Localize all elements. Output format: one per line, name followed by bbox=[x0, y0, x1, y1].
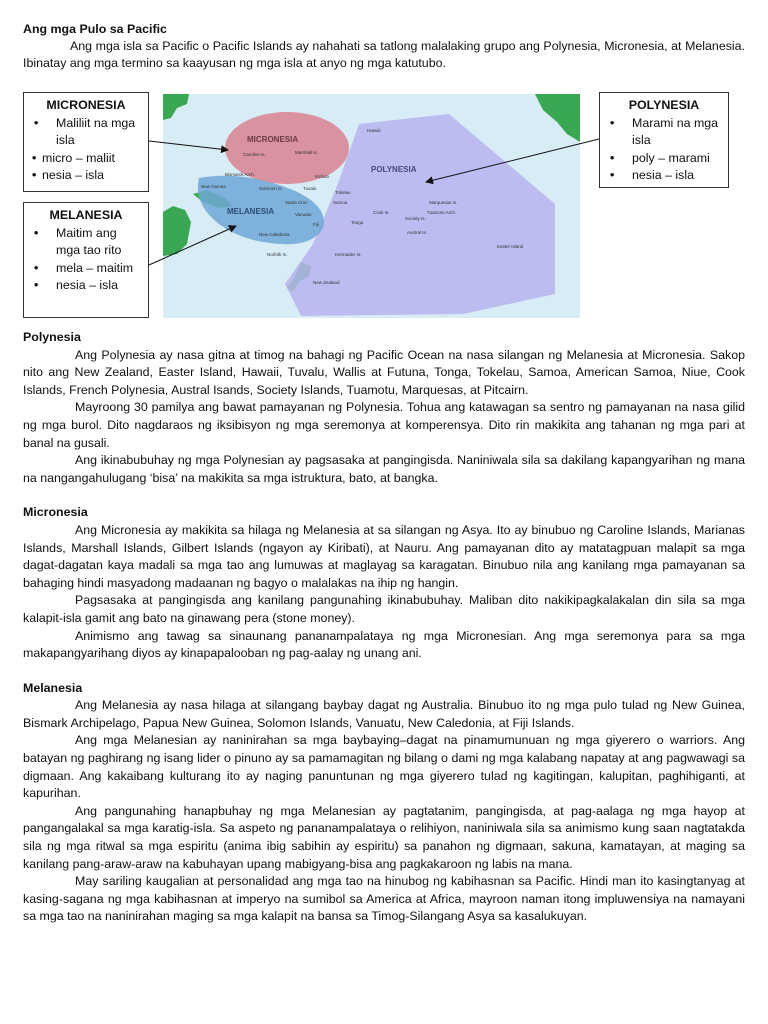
micronesia-box bbox=[23, 92, 149, 192]
map-place-label: Samoa bbox=[333, 200, 348, 205]
map-place-label: New Zealand bbox=[313, 280, 340, 285]
map-place-label: Marquesas Is. bbox=[429, 200, 458, 205]
section-paragraph: Ang Micronesia ay makikita sa hilaga ng Melanesia at sa silangan ng Asya. Ito ay binubuo ng Caroline Islands, Marianas Islands, Marshall Islands, Gilbert Islands (ngayon ay Kiribati), at Nauru. Ang pamayanan dito ay matatagpuan malapit sa mga dagat-dagatan kaya madali sa mga tao ang lumuwas at maglayag sa karagatan. Binubuo nila ang kanilang mga pamayanan sa bahaging hindi masyadong madaanan ng bagyo o malalakas na ihip ng hangin. bbox=[23, 522, 745, 590]
intro-text: Ang mga isla sa Pacific o Pacific Islands ay nahahati sa tatlong malalaking grupo ang Polynesia, Micronesia, at Melanesia. Ibinatay ang mga termino sa kaayusan ng mga isla at anyo ng mga katutubo. bbox=[23, 39, 745, 70]
map-place-label: Fiji bbox=[313, 222, 319, 227]
map-place-label: New Caledonia bbox=[259, 232, 290, 237]
map-place-label: Tonga bbox=[351, 220, 364, 225]
map-place-label: New Guinea bbox=[201, 184, 226, 189]
micronesia-item: • nesia – isla bbox=[32, 167, 140, 185]
map-place-label: Austral Is. bbox=[407, 230, 428, 235]
section-paragraph: Ang mga Melanesian ay naninirahan sa mga baybaying–dagat na pinamumunuan ng mga giyerero o warriors. Ang batayan ng paghirang ng isang lider o pinuno ay sa pamamagitan ng bilang o dami ng mga kalabang napatay at ang pagwawagi sa digmaan. Ang kakaibang kulturang ito ay naging panuntunan ng mga giyerero tulad ng kagitingan, kalupitan, paghihiganti, at kapurihan. bbox=[23, 733, 745, 801]
map-place-label: Easter Island bbox=[497, 244, 524, 249]
map-place-label: Norfolk Is. bbox=[267, 252, 288, 257]
map-label-micronesia: MICRONESIA bbox=[247, 135, 299, 144]
section-paragraph: Ang Melanesia ay nasa hilaga at silangang baybay dagat ng Australia. Binubuo ito ng mga pulo tulad ng New Guinea, Bismark Archipelago, Papua New Guinea, Solomon Islands, Vanuatu, New Caledonia, at Fiji Islands. bbox=[23, 698, 745, 730]
section-paragraph: Ang pangunahing hanapbuhay ng mga Melanesian ay pagtatanim, pangingisda, at pag-aalaga ng mga hayop at pangangalakal sa mga karatig-isla. Sa aspeto ng pananampalataya o relihiyon, naniniwala sila sa animismo kung saan nagtatakda sila ng mga ritwal sa mga espiritu (anima ibig sabihin ay espiritu) sa panahon ng digmaan, sakuna, kamatayan, at maging sa kanilang pang-araw-araw na kabuhayan upang mabigyang-bisa ang pagkakaroon ng labis na mana. bbox=[23, 803, 745, 871]
melanesia-item: • Maitim ang mga tao rito bbox=[32, 225, 140, 260]
polynesia-heading: POLYNESIA bbox=[628, 98, 700, 112]
map-place-label: Vanuatu bbox=[295, 212, 312, 217]
map-place-label: Cook Is. bbox=[373, 210, 390, 215]
micronesia-item: • Maliliit na mga isla bbox=[32, 115, 140, 150]
melanesia-box bbox=[23, 202, 149, 318]
map-place-label: Kermadec Is. bbox=[335, 252, 362, 257]
section-paragraph: Ang Polynesia ay nasa gitna at timog na bahagi ng Pacific Ocean na nasa silangan ng Melanesia at Micronesia. Sakop nito ang New Zealand, Easter Island, Hawaii, Tuvalu, Wallis at Futuna, Tonga, Tokelau, Samoa, American Samoa, Niue, Cook Islands, French Polynesia, Austral Isands, Society Islands, Tuamotu, Marquesas, at Pitcairn. bbox=[23, 347, 745, 397]
polynesia-item: • nesia – isla bbox=[608, 167, 720, 185]
section-paragraph: Animismo ang tawag sa sinaunang pananampalataya ng mga Micronesian. Ang mga seremonya para sa mga makapangyarihang diyos ay kinapapalooban ng pag-aalay ng unang ani. bbox=[23, 628, 745, 661]
map-place-label: Tuamotu Arch. bbox=[427, 210, 457, 215]
section-heading-melanesia: Melanesia bbox=[23, 680, 83, 695]
map-place-label: Hawaii bbox=[367, 128, 381, 133]
map-place-label: Marshall Is. bbox=[295, 150, 319, 155]
melanesia-item: • nesia – isla bbox=[32, 277, 140, 295]
map-place-label: Solomon Is. bbox=[259, 186, 283, 191]
intro-paragraph bbox=[23, 38, 745, 72]
map-place-label: Bismarck Arch. bbox=[225, 172, 256, 177]
polynesia-item: • Marami na mga isla bbox=[608, 115, 720, 150]
micronesia-heading: MICRONESIA bbox=[46, 98, 126, 112]
section-paragraph: Pagsasaka at pangingisda ang kanilang pangunahing ikinabubuhay. Maliban dito nakikipagkalakalan din sila sa mga kalapit-isla gamit ang bato na ginawang pera (stone money). bbox=[23, 593, 745, 625]
map-place-label: Tuvalu bbox=[303, 186, 317, 191]
map-label-melanesia: MELANESIA bbox=[227, 207, 275, 216]
polynesia-box bbox=[599, 92, 729, 188]
section-paragraph: Ang ikinabubuhay ng mga Polynesian ay pagsasaka at pangingisda. Naniniwala sila sa dakilang kapangyarihan ng mana na nangangahulugang ‘bisa’ na makikita sa mga istruktura, bato, at bangka. bbox=[23, 453, 745, 485]
page-title: Ang mga Pulo sa Pacific bbox=[23, 22, 167, 36]
map-place-label: Santa Cruz bbox=[285, 200, 308, 205]
section-heading-polynesia: Polynesia bbox=[23, 330, 81, 344]
pacific-islands-map bbox=[163, 94, 580, 318]
section-paragraph: Mayroong 30 pamilya ang bawat pamayanan ng Polynesia. Tohua ang katawagan sa sentro ng pamayanan na nasa gilid ng mga burol. Dito nagdaraos ng iksibisyon ng mga seremonya at komperensya. Dito rin makikita ang tahanan ng mga pari at banal na gusali. bbox=[23, 400, 745, 450]
content-sections bbox=[23, 329, 745, 926]
micronesia-item: • micro – maliit bbox=[32, 150, 140, 168]
map-place-label: Caroline Is. bbox=[243, 152, 266, 157]
melanesia-heading: MELANESIA bbox=[49, 208, 123, 222]
section-heading-micronesia: Micronesia bbox=[23, 505, 88, 520]
map-place-label: Kiribati bbox=[315, 174, 329, 179]
map-place-label: Society Is. bbox=[405, 216, 426, 221]
section-paragraph: May sariling kaugalian at personalidad ang mga tao na hinubog ng kabihasnan sa Pacific. Hindi man ito kasingtanyag at kasing-sagana ng mga kabihasnan at imperyo na sumibol sa America at Africa, mayroon naman itong impluwensiya na namayani sa mga tao na naninirahan maging sa mga kalapit na bansa sa Timog-Silangang Asya sa kasalukuyan. bbox=[23, 874, 745, 924]
map-label-polynesia: POLYNESIA bbox=[371, 165, 417, 174]
map-place-label: Tokelau bbox=[335, 190, 351, 195]
melanesia-item: • mela – maitim bbox=[32, 260, 140, 278]
polynesia-item: • poly – marami bbox=[608, 150, 720, 168]
